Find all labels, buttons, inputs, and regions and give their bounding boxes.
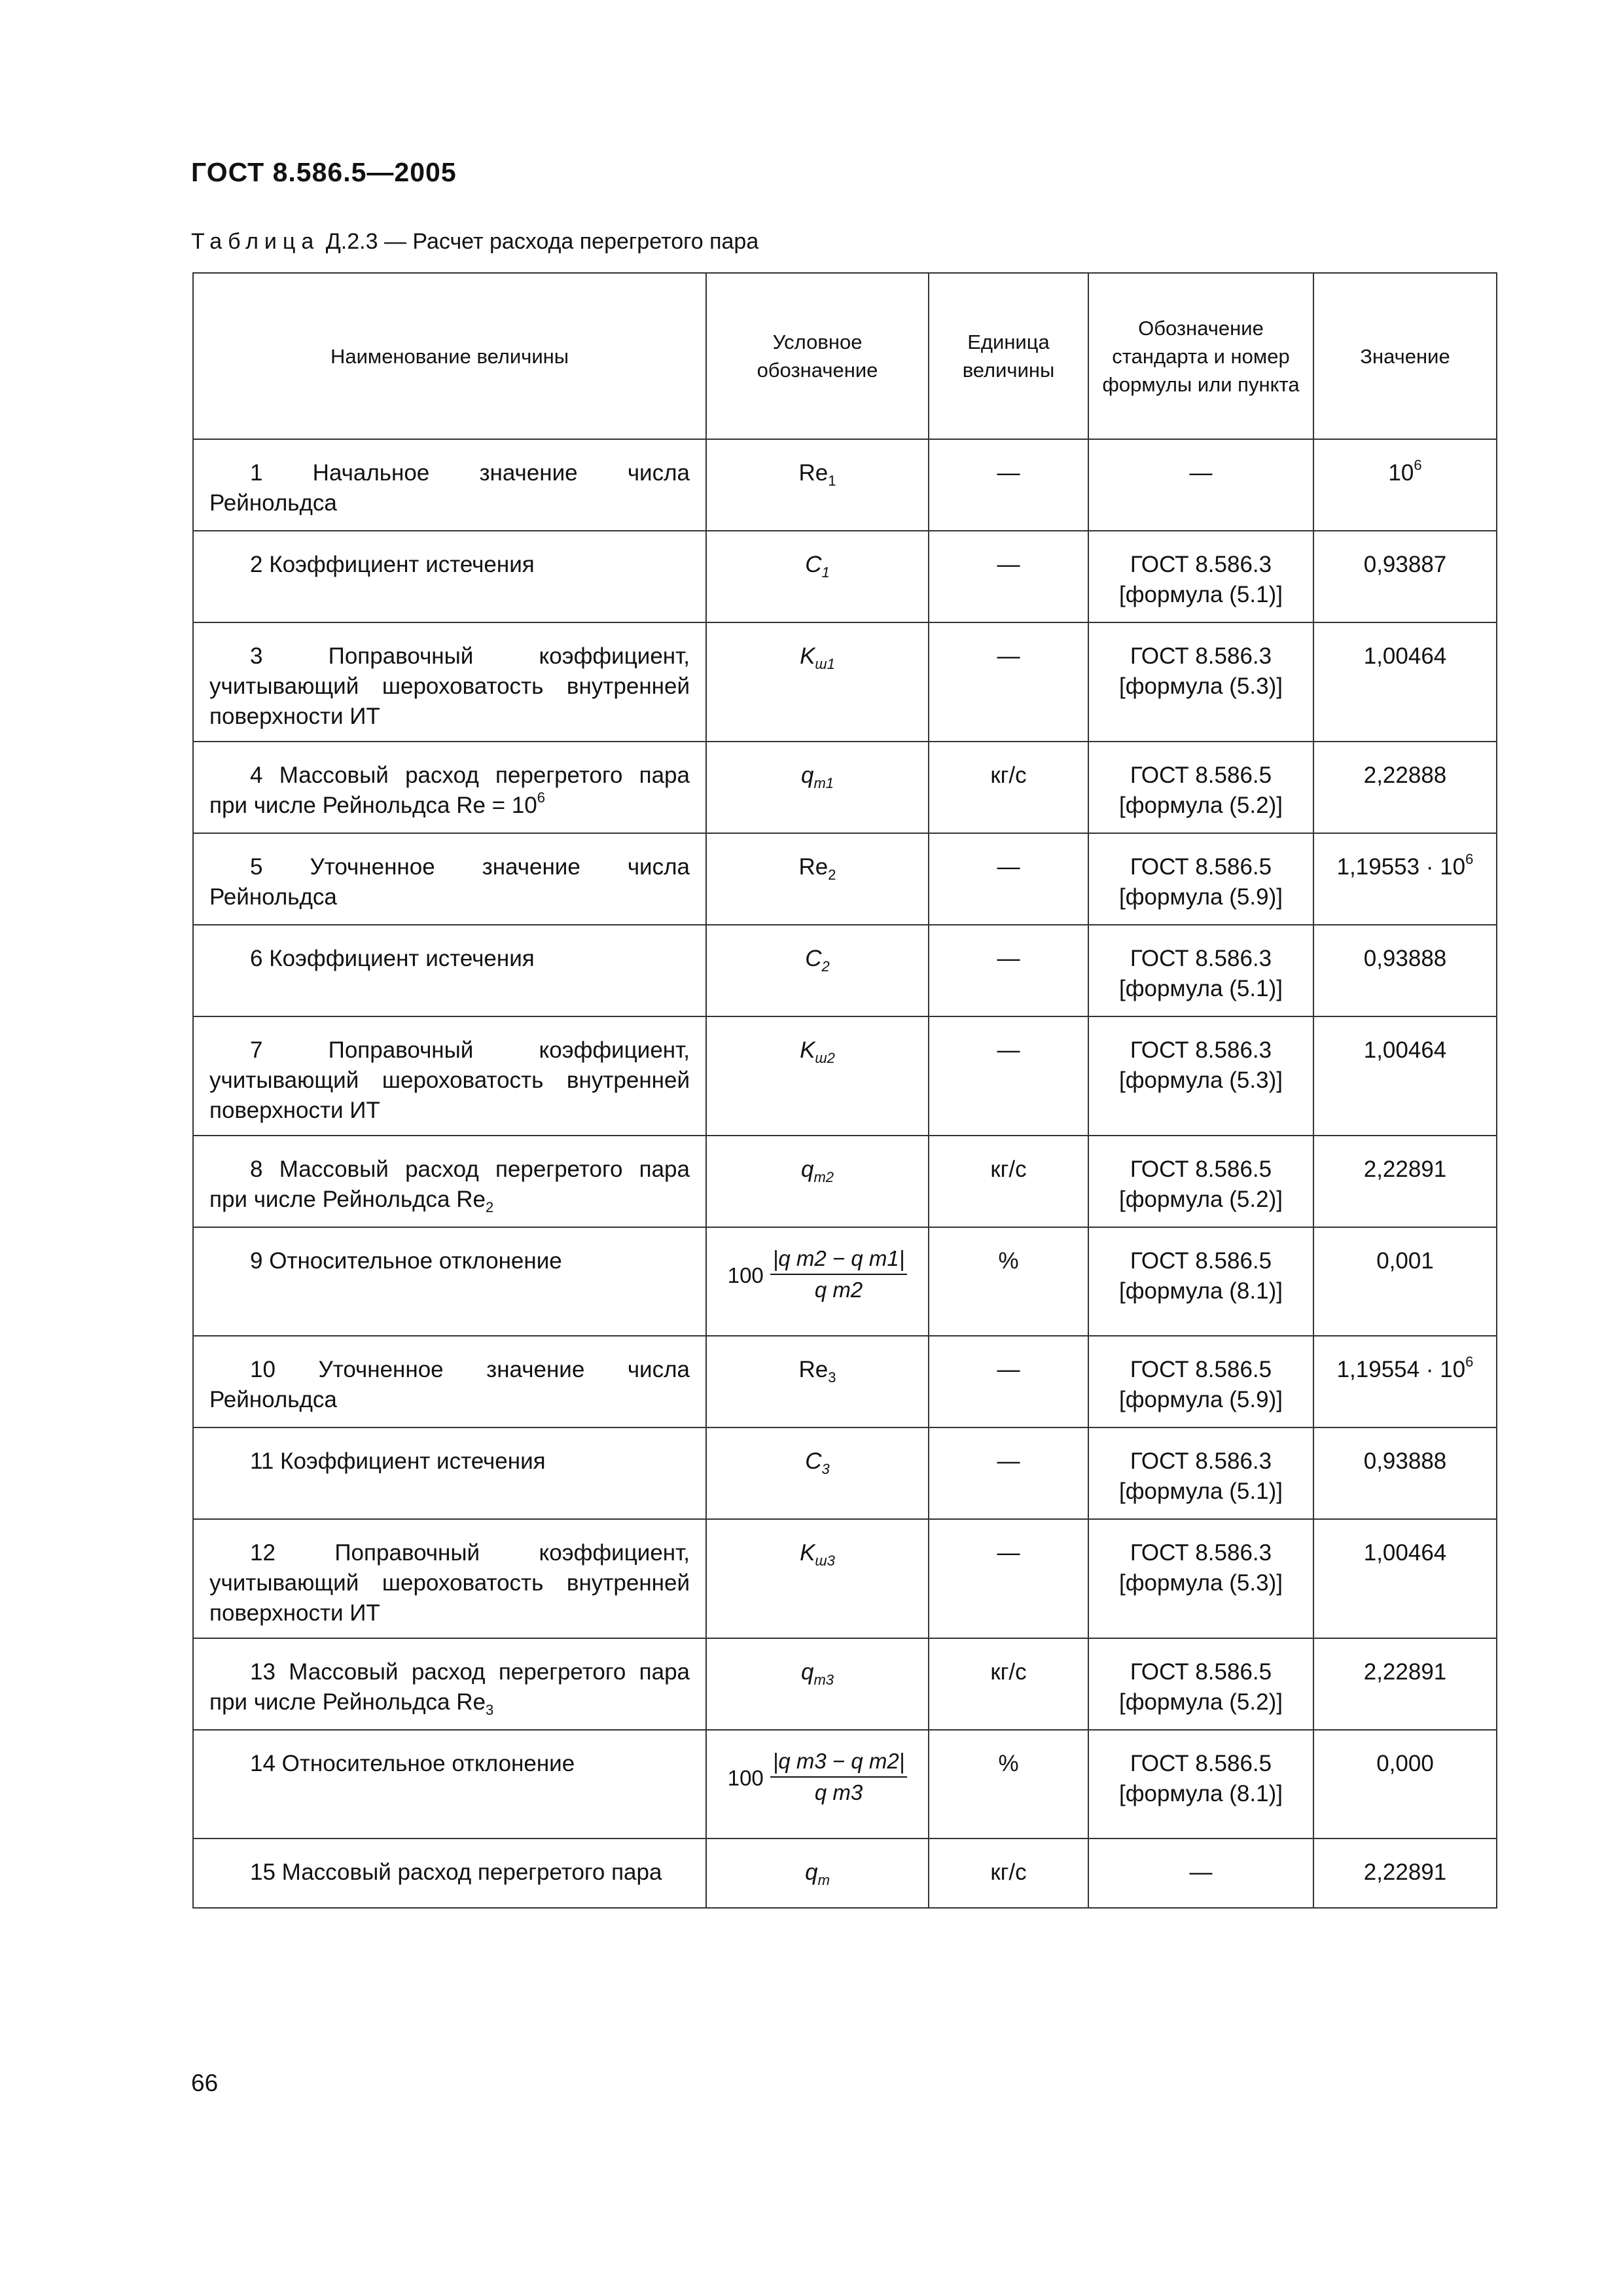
value-text: 2,22891 [1363, 1859, 1447, 1885]
fraction-denominator: q m2 [814, 1278, 863, 1302]
quantity-name: 15 Массовый расход перегретого пара [250, 1859, 662, 1885]
fraction-numerator: |q m2 − q m1| [770, 1246, 907, 1275]
symbol-main: q [800, 1157, 814, 1182]
table-row [193, 1427, 1497, 1519]
value-text: 2,22888 [1363, 762, 1447, 788]
formula-ref: [формула (5.3)] [1119, 1570, 1283, 1596]
standard-ref: ГОСТ 8.586.5 [1130, 1157, 1272, 1182]
symbol-subscript: ш3 [815, 1552, 835, 1569]
table-caption [191, 229, 758, 255]
cell-quantity-name [193, 925, 706, 1016]
page-number: 66 [191, 2070, 219, 2096]
cell-unit: — [929, 622, 1088, 742]
formula-ref: [формула (8.1)] [1119, 1781, 1283, 1806]
quantity-name: 1 Начальное значение числа Рейнольдса [209, 460, 690, 516]
symbol-subscript: m3 [813, 1672, 834, 1688]
table-row [193, 742, 1497, 833]
fraction-formula [728, 1749, 908, 1805]
cell-unit: — [929, 439, 1088, 531]
quantity-name: 4 Массовый расход перегретого пара при числе Рейнольдса Re = 10 [209, 762, 690, 818]
table-row [193, 1730, 1497, 1839]
cell-standard [1088, 1227, 1313, 1336]
quantity-name: 5 Уточненное значение числа Рейнольдса [209, 854, 690, 910]
table-row [193, 1839, 1497, 1908]
cell-standard [1088, 925, 1313, 1016]
symbol-subscript: m2 [813, 1169, 834, 1185]
cell-value [1313, 622, 1497, 742]
quantity-name-sub: 3 [485, 1702, 494, 1718]
symbol-main: Re [798, 1357, 829, 1382]
cell-unit: — [929, 925, 1088, 1016]
formula-ref: [формула (5.3)] [1119, 673, 1283, 699]
header-symbol: Условное обозначение [706, 273, 929, 439]
fraction-formula [728, 1246, 908, 1302]
cell-value [1313, 1227, 1497, 1336]
cell-standard [1088, 1016, 1313, 1136]
value-text: 1,00464 [1363, 643, 1447, 669]
value-exponent: 6 [1465, 851, 1474, 867]
table-row [193, 1136, 1497, 1227]
fraction-body [770, 1749, 907, 1805]
cell-unit: — [929, 1016, 1088, 1136]
formula-ref: [формула (5.2)] [1119, 1187, 1283, 1212]
cell-unit: — [929, 1519, 1088, 1638]
cell-symbol [706, 622, 929, 742]
value-text: 2,22891 [1363, 1157, 1447, 1182]
cell-value [1313, 742, 1497, 833]
formula-ref: [формула (5.1)] [1119, 1479, 1283, 1504]
symbol-main: q [800, 1659, 814, 1685]
cell-value [1313, 1427, 1497, 1519]
standard-ref: ГОСТ 8.586.5 [1130, 854, 1272, 880]
table-row [193, 1227, 1497, 1336]
quantity-name-sub: 2 [485, 1199, 494, 1215]
cell-symbol [706, 1839, 929, 1908]
symbol-subscript: 3 [828, 1369, 836, 1386]
symbol-main: Re [798, 854, 829, 880]
cell-unit: кг/с [929, 1136, 1088, 1227]
quantity-name: 2 Коэффициент истечения [250, 552, 535, 577]
header-unit: Единица величины [929, 273, 1088, 439]
cell-unit: — [929, 1336, 1088, 1427]
formula-ref: [формула (5.2)] [1119, 793, 1283, 818]
quantity-name: 8 Массовый расход перегретого пара при числе Рейнольдса Re [209, 1157, 690, 1212]
symbol-main: C [805, 552, 822, 577]
cell-quantity-name [193, 1730, 706, 1839]
cell-standard [1088, 1638, 1313, 1730]
cell-unit: % [929, 1730, 1088, 1839]
cell-symbol [706, 439, 929, 531]
quantity-name: 14 Относительное отклонение [250, 1751, 575, 1776]
value-text: 1,00464 [1363, 1037, 1447, 1063]
cell-unit: — [929, 833, 1088, 925]
cell-quantity-name [193, 622, 706, 742]
fraction-body [770, 1246, 907, 1302]
value-exponent: 6 [1465, 1354, 1474, 1370]
standard-ref: ГОСТ 8.586.3 [1130, 1540, 1272, 1566]
quantity-name: 12 Поправочный коэффициент, учитывающий шероховатость внутренней поверхности ИТ [209, 1540, 690, 1626]
cell-symbol [706, 1638, 929, 1730]
quantity-name: 11 Коэффициент истечения [250, 1448, 546, 1474]
value-text: 1,00464 [1363, 1540, 1447, 1566]
cell-value [1313, 833, 1497, 925]
cell-quantity-name [193, 1227, 706, 1336]
cell-symbol [706, 742, 929, 833]
formula-ref: [формула (5.9)] [1119, 884, 1283, 910]
formula-ref: [формула (5.1)] [1119, 976, 1283, 1001]
cell-symbol [706, 925, 929, 1016]
symbol-subscript: 1 [828, 473, 836, 489]
cell-standard [1088, 531, 1313, 622]
standard-ref: ГОСТ 8.586.3 [1130, 1037, 1272, 1063]
symbol-subscript: m [817, 1872, 830, 1888]
value-text: 0,93887 [1363, 552, 1447, 577]
cell-symbol [706, 1427, 929, 1519]
table-row [193, 1016, 1497, 1136]
standard-ref: — [1189, 460, 1213, 486]
standard-ref: ГОСТ 8.586.5 [1130, 1659, 1272, 1685]
symbol-subscript: 1 [821, 564, 830, 581]
cell-quantity-name [193, 833, 706, 925]
cell-quantity-name [193, 1839, 706, 1908]
symbol-main: C [805, 1448, 822, 1474]
value-text: 1,19553 · 10 [1336, 854, 1466, 880]
table-row [193, 925, 1497, 1016]
formula-ref: [формула (5.2)] [1119, 1689, 1283, 1715]
table-caption-text: Д.2.3 — Расчет расхода перегретого пара [319, 229, 759, 254]
table-row [193, 622, 1497, 742]
symbol-main: K [800, 1540, 815, 1566]
standard-ref: ГОСТ 8.586.3 [1130, 1448, 1272, 1474]
cell-standard [1088, 833, 1313, 925]
symbol-main: K [800, 643, 815, 669]
value-text: 0,000 [1376, 1751, 1434, 1776]
table-caption-word: Таблица [191, 229, 320, 254]
cell-quantity-name [193, 1427, 706, 1519]
symbol-subscript: ш2 [815, 1050, 835, 1066]
table-row [193, 833, 1497, 925]
value-text: 2,22891 [1363, 1659, 1447, 1685]
header-value: Значение [1313, 273, 1497, 439]
table-row [193, 1519, 1497, 1638]
cell-standard [1088, 1136, 1313, 1227]
cell-unit: кг/с [929, 1638, 1088, 1730]
cell-standard [1088, 622, 1313, 742]
quantity-name: 6 Коэффициент истечения [250, 946, 535, 971]
value-exponent: 6 [1414, 457, 1422, 473]
cell-symbol [706, 1227, 929, 1336]
standard-ref: ГОСТ 8.586.3 [1130, 552, 1272, 577]
table-row [193, 1336, 1497, 1427]
quantity-name: 3 Поправочный коэффициент, учитывающий шероховатость внутренней поверхности ИТ [209, 643, 690, 729]
fraction-coefficient: 100 [727, 1263, 764, 1287]
cell-quantity-name [193, 1016, 706, 1136]
table-row [193, 531, 1497, 622]
cell-symbol [706, 1336, 929, 1427]
cell-symbol [706, 1016, 929, 1136]
cell-standard [1088, 742, 1313, 833]
standard-ref: ГОСТ 8.586.5 [1130, 1751, 1272, 1776]
cell-standard [1088, 1336, 1313, 1427]
cell-value [1313, 1839, 1497, 1908]
symbol-subscript: 2 [828, 867, 836, 883]
cell-value [1313, 1136, 1497, 1227]
symbol-main: K [800, 1037, 815, 1063]
cell-value [1313, 1016, 1497, 1136]
standard-ref: ГОСТ 8.586.5 [1130, 762, 1272, 788]
symbol-subscript: ш1 [815, 656, 835, 672]
cell-standard [1088, 1427, 1313, 1519]
cell-value [1313, 1730, 1497, 1839]
value-text: 10 [1388, 460, 1414, 486]
cell-standard [1088, 1519, 1313, 1638]
symbol-main: Re [798, 460, 829, 486]
symbol-subscript: m1 [813, 775, 834, 791]
value-text: 0,001 [1376, 1248, 1434, 1274]
standard-ref: ГОСТ 8.586.3 [1130, 643, 1272, 669]
table-row [193, 1638, 1497, 1730]
header-quantity-name: Наименование величины [193, 273, 706, 439]
cell-quantity-name [193, 1136, 706, 1227]
cell-quantity-name [193, 742, 706, 833]
fraction-denominator: q m3 [814, 1780, 863, 1804]
cell-quantity-name [193, 1519, 706, 1638]
table-header-row [193, 273, 1497, 439]
cell-value [1313, 925, 1497, 1016]
header-standard: Обозначение стандарта и номер формулы или пункта [1088, 273, 1313, 439]
cell-value [1313, 439, 1497, 531]
value-text: 1,19554 · 10 [1336, 1357, 1466, 1382]
cell-unit: — [929, 531, 1088, 622]
cell-symbol [706, 1730, 929, 1839]
standard-ref: ГОСТ 8.586.3 [1130, 946, 1272, 971]
symbol-main: C [805, 946, 822, 971]
formula-ref: [формула (5.1)] [1119, 582, 1283, 607]
quantity-name: 9 Относительное отклонение [250, 1248, 562, 1274]
standard-ref: ГОСТ 8.586.5 [1130, 1248, 1272, 1274]
formula-ref: [формула (5.9)] [1119, 1387, 1283, 1412]
standard-ref: ГОСТ 8.586.5 [1130, 1357, 1272, 1382]
cell-symbol [706, 833, 929, 925]
cell-unit: кг/с [929, 742, 1088, 833]
quantity-name: 7 Поправочный коэффициент, учитывающий шероховатость внутренней поверхности ИТ [209, 1037, 690, 1123]
document-code: ГОСТ 8.586.5—2005 [191, 157, 457, 187]
value-text: 0,93888 [1363, 1448, 1447, 1474]
cell-standard [1088, 439, 1313, 531]
cell-standard [1088, 1730, 1313, 1839]
cell-symbol [706, 531, 929, 622]
quantity-name-sup: 6 [537, 789, 546, 806]
cell-value [1313, 531, 1497, 622]
symbol-subscript: 3 [821, 1461, 830, 1477]
cell-value [1313, 1638, 1497, 1730]
flow-calculation-table [192, 272, 1497, 1909]
cell-quantity-name [193, 1638, 706, 1730]
cell-symbol [706, 1519, 929, 1638]
quantity-name: 13 Массовый расход перегретого пара при числе Рейнольдса Re [209, 1659, 690, 1715]
fraction-coefficient: 100 [727, 1766, 764, 1790]
quantity-name: 10 Уточненное значение числа Рейнольдса [209, 1357, 690, 1412]
cell-quantity-name [193, 1336, 706, 1427]
value-text: 0,93888 [1363, 946, 1447, 971]
symbol-main: q [800, 762, 814, 788]
cell-symbol [706, 1136, 929, 1227]
cell-value [1313, 1336, 1497, 1427]
cell-quantity-name [193, 439, 706, 531]
cell-unit: — [929, 1427, 1088, 1519]
cell-unit: % [929, 1227, 1088, 1336]
standard-ref: — [1189, 1859, 1213, 1885]
cell-unit: кг/с [929, 1839, 1088, 1908]
cell-quantity-name [193, 531, 706, 622]
fraction-numerator: |q m3 − q m2| [770, 1749, 907, 1778]
formula-ref: [формула (5.3)] [1119, 1067, 1283, 1093]
cell-standard [1088, 1839, 1313, 1908]
formula-ref: [формула (8.1)] [1119, 1278, 1283, 1304]
symbol-subscript: 2 [821, 958, 830, 975]
cell-value [1313, 1519, 1497, 1638]
symbol-main: q [805, 1859, 818, 1885]
table-row [193, 439, 1497, 531]
